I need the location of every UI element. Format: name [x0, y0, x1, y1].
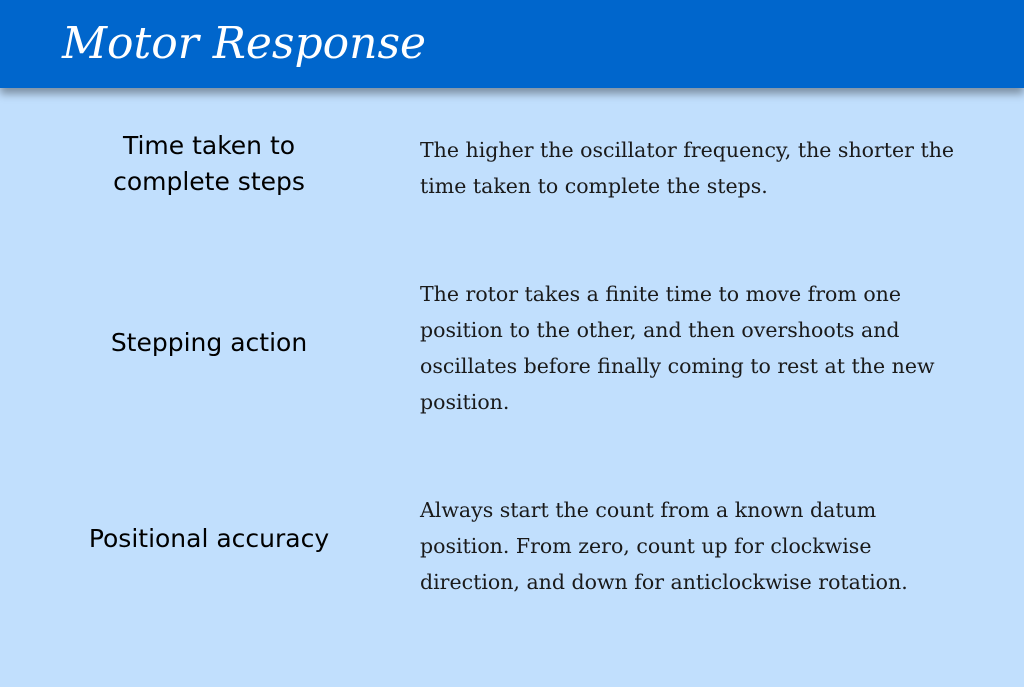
row-description-line: position. [420, 390, 510, 414]
row-label [60, 325, 358, 361]
row-label-line: Positional accuracy [88, 524, 330, 553]
row-description-line: time taken to complete the steps. [420, 174, 768, 198]
row-label [60, 128, 358, 200]
row-label-line: complete steps [113, 167, 305, 196]
row-description-line: The rotor takes a finite time to move from one [420, 282, 902, 306]
row-description-line: oscillates before finally coming to rest at the new [420, 354, 935, 378]
row-label [60, 521, 358, 557]
row-description-line: Always start the count from a known datum [420, 498, 877, 522]
row-description-line: position. From zero, count up for clockwise [420, 534, 872, 558]
row-description [420, 492, 990, 600]
row-description [420, 132, 990, 204]
slide-title: Motor Response [62, 18, 427, 69]
row-description-line: direction, and down for anticlockwise rotation. [420, 570, 908, 594]
row-description-line: The higher the oscillator frequency, the shorter the [420, 138, 955, 162]
row-description-line: position to the other, and then overshoots and [420, 318, 900, 342]
title-bar [0, 0, 1024, 88]
row-label-line: Stepping action [110, 328, 308, 357]
row-label-line: Time taken to [122, 131, 296, 160]
row-description [420, 276, 990, 420]
